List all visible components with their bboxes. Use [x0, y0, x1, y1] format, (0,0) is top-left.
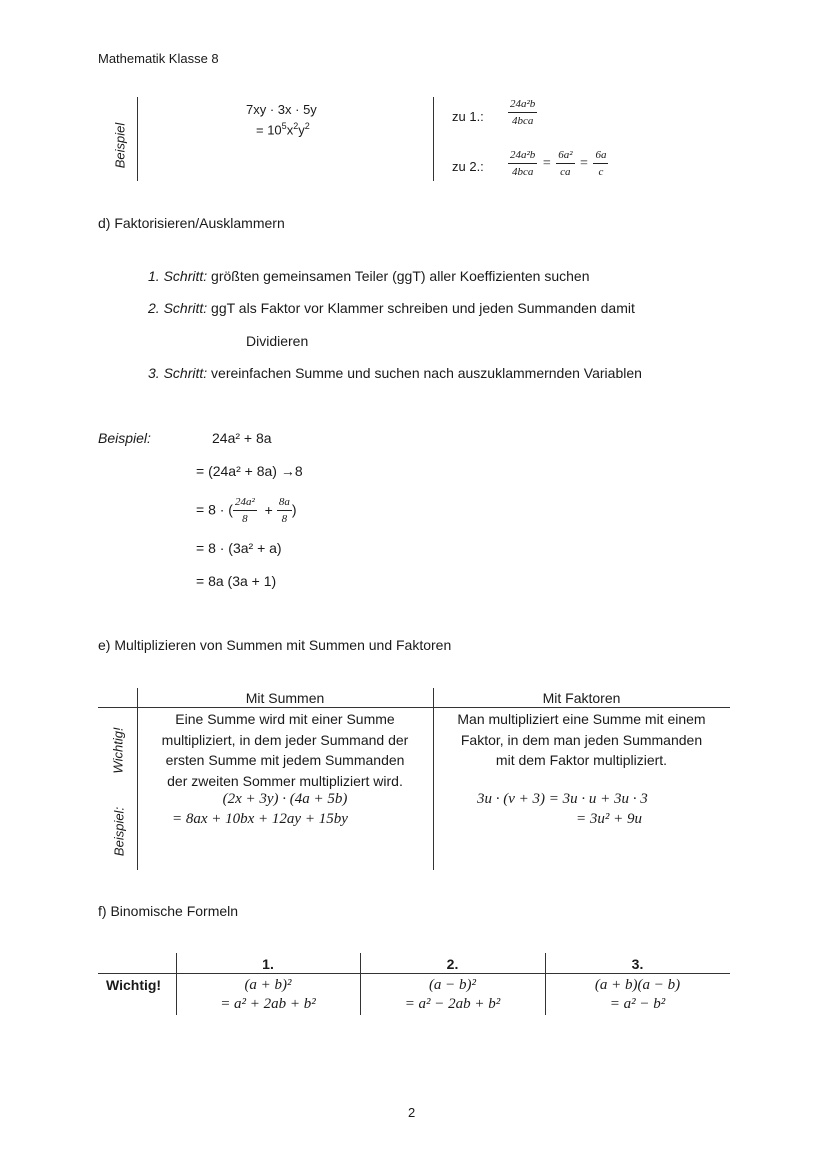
section-d-example-label: Beispiel:: [98, 430, 151, 446]
page-number: 2: [408, 1105, 416, 1120]
binomial-formula-2: (a − b)² = a² − 2ab + b²: [404, 977, 501, 1012]
step-1: 1. Schritt: größten gemeinsamen Teiler (ggT) aller Koeffizienten suchen: [148, 268, 590, 284]
zu2-fraction-chain: $\frac{\text{24a²b}}{\text{4bca}}$ = $\frac{\text{6a²}}{ca}$ = $\frac{6a}{c}$: [510, 149, 607, 178]
section-e-heading: e) Multiplizieren von Summen mit Summen und Faktoren: [98, 637, 452, 653]
wichtig-side-label: Wichtig!: [110, 727, 126, 774]
top-example-line1: 7xy · 3x · 5y: [246, 102, 317, 117]
beispiel-side-label: Beispiel: [112, 122, 128, 169]
top-left-divider: [137, 97, 138, 181]
step-2-continuation: Dividieren: [246, 333, 309, 349]
top-middle-divider: [433, 97, 434, 181]
sums-table-col2-header: Mit Faktoren: [542, 690, 621, 706]
factors-example-line1: 3u · (v + 3) = 3u · u + 3u · 3: [477, 791, 648, 807]
step-3: 3. Schritt: vereinfachen Summe und suchen nach auszuklammernden Variablen: [148, 365, 642, 381]
document-header-title: Mathematik Klasse 8: [98, 51, 219, 66]
factor-example-line1: 24a² + 8a: [212, 430, 272, 446]
top-example-line2: = $10^5x^2y^2$: [256, 121, 310, 138]
beispiel-side-label-e: Beispiel:: [111, 806, 127, 857]
factor-example-line2: = (24a² + 8a) →8: [196, 463, 303, 479]
sums-rule-text: Eine Summe wird mit einer Summe multipliziert, in dem jeder Summand der ersten Summe mit jedem Summanden der zweiten Sommer multipliziert wird.: [161, 711, 409, 789]
sums-table-col1-header: Mit Summen: [245, 690, 325, 706]
step-2: 2. Schritt: ggT als Faktor vor Klammer schreiben und jeden Summanden damit: [148, 300, 635, 316]
zu1-fraction: $\frac{\text{24a²b}}{\text{4bca}}$: [510, 98, 536, 127]
factors-rule-text: Man multipliziert eine Summe mit einem Faktor, in dem man jeden Summanden mit dem Faktor multipliziert.: [457, 711, 706, 768]
sums-example-line1: (2x + 3y) · (4a + 5b): [222, 791, 348, 807]
binomial-row-label: Wichtig!: [106, 977, 162, 993]
binomial-col2-header: 2.: [446, 956, 459, 972]
zu2-label: zu 2.:: [452, 159, 484, 174]
factor-example-line5: = 8a (3a + 1): [196, 573, 277, 589]
binomial-formula-1: (a + b)² = a² + 2ab + b²: [220, 977, 316, 1012]
section-f-heading: f) Binomische Formeln: [98, 903, 239, 919]
factors-example-line2: = 3u² + 9u: [576, 811, 642, 827]
factor-example-line3: = 8 · ( $\frac{\text{24a²}}{8}$ + $\frac{8a}{8}$ ): [196, 496, 297, 525]
binomial-col1-header: 1.: [262, 956, 274, 972]
sums-example-line2: = 8ax + 10bx + 12ay + 15by: [172, 811, 348, 827]
binomial-formula-3: (a + b)(a − b) = a² − b²: [594, 977, 681, 1012]
binomial-col3-header: 3.: [631, 956, 644, 972]
section-d-heading: d) Faktorisieren/Ausklammern: [98, 215, 285, 231]
zu1-label: zu 1.:: [452, 109, 484, 124]
factor-example-line4: = 8 · (3a² + a): [196, 540, 282, 556]
